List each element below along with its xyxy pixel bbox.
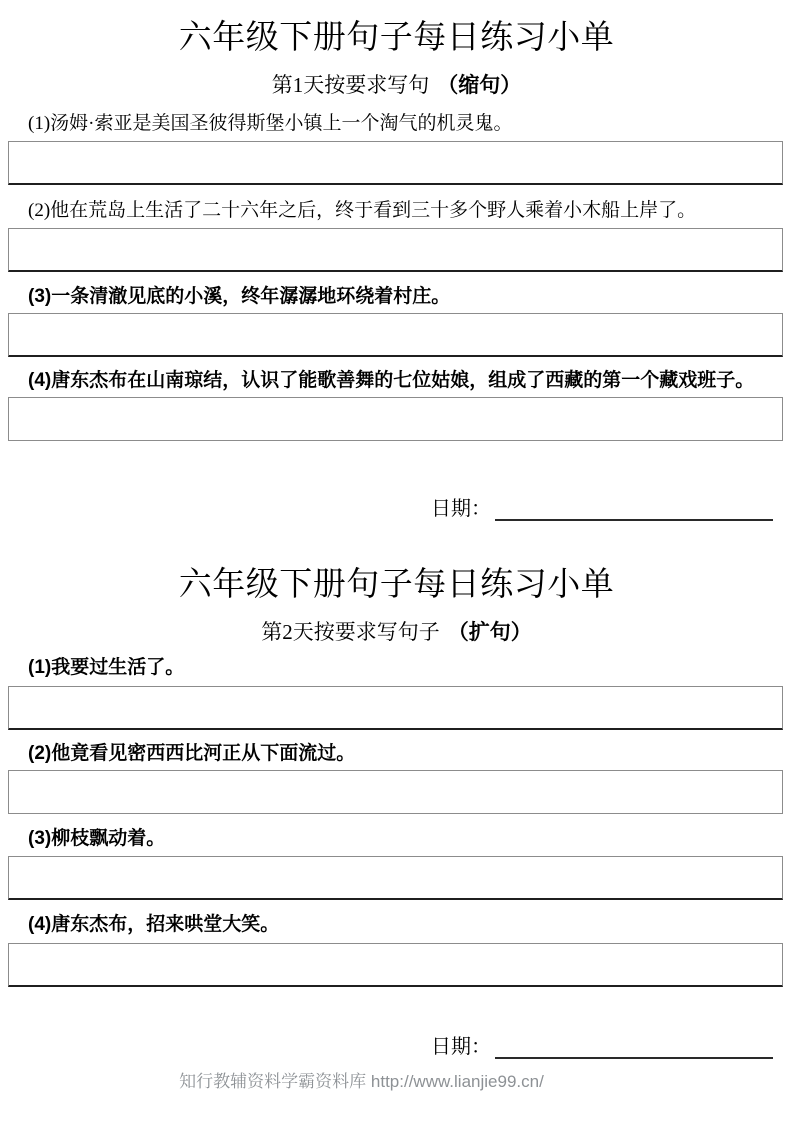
sheet-subtitle bbox=[0, 72, 793, 99]
worksheet-day-2 bbox=[0, 567, 793, 1059]
page-title: 六年级下册句子每日练习小单 bbox=[178, 567, 615, 603]
answer-box-3[interactable] bbox=[8, 856, 783, 900]
answer-box-3[interactable] bbox=[8, 313, 783, 357]
question-label-4: (4)唐东杰布，招来哄堂大笑。 bbox=[28, 914, 280, 935]
answer-box-1[interactable] bbox=[8, 686, 783, 730]
subtitle-text: 第1天按要求写句 bbox=[271, 73, 430, 97]
answer-box-2[interactable] bbox=[8, 228, 783, 272]
question-label-2: (2)他竟看见密西西比河正从下面流过。 bbox=[28, 743, 356, 764]
question-label-1: (1)我要过生活了。 bbox=[28, 657, 185, 678]
question-label-2: (2)他在荒岛上生活了二十六年之后，终于看到三十多个野人乘着小木船上岸了。 bbox=[28, 200, 697, 221]
question-label-3: (3)柳枝飘动着。 bbox=[28, 828, 166, 849]
date-row bbox=[0, 497, 793, 521]
question-label-1: (1)汤姆·索亚是美国圣彼得斯堡小镇上一个淘气的机灵鬼。 bbox=[28, 113, 513, 134]
date-label: 日期： bbox=[431, 1036, 491, 1058]
answer-box-2[interactable] bbox=[8, 770, 783, 814]
date-fill-line[interactable] bbox=[495, 1037, 773, 1059]
answer-box-1[interactable] bbox=[8, 141, 783, 185]
subtitle-exercise-type: （缩句） bbox=[437, 74, 522, 97]
subtitle-text: 第2天按要求写句子 bbox=[261, 620, 440, 644]
date-fill-line[interactable] bbox=[495, 499, 773, 521]
footer-credit: 知行教辅资料学霸资料库 http://www.lianjie99.cn/ bbox=[179, 1072, 544, 1091]
subtitle-exercise-type: （扩句） bbox=[447, 621, 532, 644]
date-label: 日期： bbox=[431, 498, 491, 520]
question-label-4: (4)唐东杰布在山南琼结，认识了能歌善舞的七位姑娘，组成了西藏的第一个藏戏班子。 bbox=[28, 370, 755, 391]
answer-box-4[interactable] bbox=[8, 943, 783, 987]
sheet-subtitle bbox=[0, 619, 793, 646]
question-label-3: (3)一条清澈见底的小溪，终年潺潺地环绕着村庄。 bbox=[28, 286, 451, 307]
worksheet-day-1 bbox=[0, 0, 793, 521]
date-row bbox=[0, 1035, 793, 1059]
answer-box-4[interactable] bbox=[8, 397, 783, 441]
page-title: 六年级下册句子每日练习小单 bbox=[178, 20, 615, 56]
